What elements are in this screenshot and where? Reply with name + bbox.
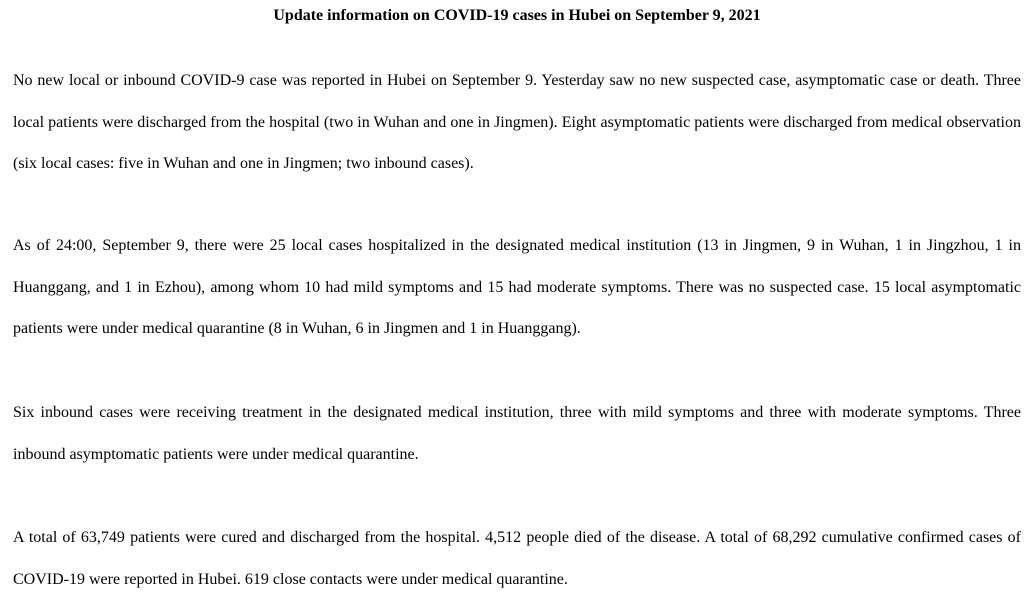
paragraph-cumulative-totals: A total of 63,749 patients were cured and discharged from the hospital. 4,512 people died of the disease. A total of 68,292 cumulative confirmed cases of COVID-19 were reported in Hubei. 619 close contacts were under medical quarantine. (13, 529, 1021, 588)
document-title: Update information on COVID-19 cases in Hubei on September 9, 2021 (273, 7, 761, 24)
paragraph-inbound-cases: Six inbound cases were receiving treatment in the designated medical institution, three with mild symptoms and three with moderate symptoms. Three inbound asymptomatic patients were under medical quarantine. (13, 404, 1021, 463)
paragraph-local-hospitalized: As of 24:00, September 9, there were 25 local cases hospitalized in the designated medical institution (13 in Jingmen, 9 in Wuhan, 1 in Jingzhou, 1 in Huanggang, and 1 in Ezhou), among whom 10 had mild symptoms and 15 had moderate symptoms. There was no suspected case. 15 local asymptomatic patients were under medical quarantine (8 in Wuhan, 6 in Jingmen and 1 in Huanggang). (13, 237, 1021, 338)
paragraph-new-cases: No new local or inbound COVID-9 case was reported in Hubei on September 9. Yesterday saw no new suspected case, asymptomatic case or death. Three local patients were discharged from the hospital (two in Wuhan and one in Jingmen). Eight asymptomatic patients were discharged from medical observation (six local cases: five in Wuhan and one in Jingmen; two inbound cases). (13, 72, 1021, 173)
